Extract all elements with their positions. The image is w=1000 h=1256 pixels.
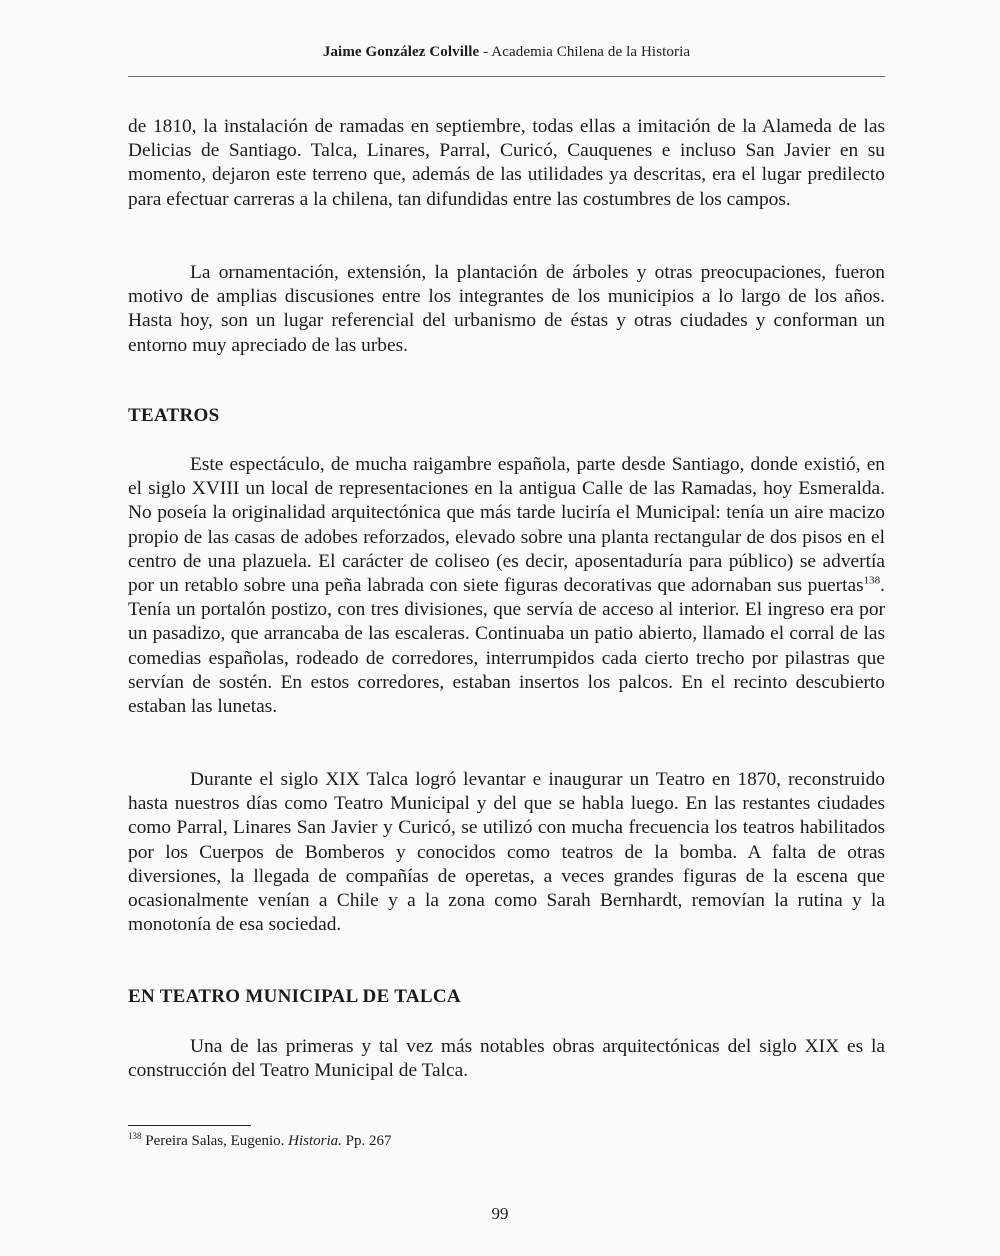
paragraph-espectaculo xyxy=(128,453,885,719)
paragraph-text-part: . Tenía un portalón postizo, con tres divisiones, que servía de acceso al interior. El ingreso era por un pasadizo, que arrancaba de las escaleras. Continuaba un patio abierto, llamado el corral de las comedias españolas, rodeado de corredores, interrumpidos cada cierto trecho por pilastras que servían de sostén. En estos corredores, estaban insertos los palcos. En el recinto descubierto estaban las lunetas. xyxy=(128,575,885,718)
footnote-pages: Pp. 267 xyxy=(341,1133,392,1149)
paragraph-siglo-xix xyxy=(128,768,885,937)
paragraph-text-part: Este espectáculo, de mucha raigambre española, parte desde Santiago, donde existió, en el siglo XVIII un local de representaciones en la antigua Calle de las Ramadas, hoy Esmeralda. No poseía la originalidad arquitectónica que más tarde luciría el Municipal: tenía un aire macizo propio de las casas de adobes reforzados, elevado sobre una planta rectangular de dos pisos en el centro de una plazuela. El carácter de coliseo (es decir, aposentaduría para público) se advertía por un retablo sobre una peña labrada con siete figuras decorativas que adornaban sus puertas xyxy=(128,454,885,597)
paragraph-alameda xyxy=(128,115,885,212)
footnote-reference: 138 xyxy=(863,574,881,587)
section-heading-teatros: TEATROS xyxy=(128,405,220,426)
paragraph-obras xyxy=(128,1035,885,1083)
paragraph-text xyxy=(128,453,885,719)
header-institution: Academia Chilena de la Historia xyxy=(491,44,691,60)
running-header xyxy=(128,44,885,61)
footnote-title: Historia. xyxy=(288,1133,342,1149)
footnote-number: 138 xyxy=(128,1131,142,1141)
footnote-text: Pereira Salas, Eugenio. xyxy=(141,1133,289,1149)
footnote-rule xyxy=(128,1125,251,1126)
footnote xyxy=(128,1133,391,1150)
section-heading-teatro-municipal: EN TEATRO MUNICIPAL DE TALCA xyxy=(128,986,461,1007)
paragraph-text: Durante el siglo XIX Talca logró levantar e inaugurar un Teatro en 1870, reconstruido hasta nuestros días como Teatro Municipal y del que se habla luego. En las restantes ciudades como Parral, Linares San Javier y Curicó, se utilizó con mucha frecuencia los teatros habilitados por los Cuerpos de Bomberos y conocidos como teatros de la bomba. A falta de otras diversiones, la llegada de compañías de operetas, a veces grandes figuras de la escena que ocasionalmente venían a Chile y a la zona como Sarah Bernhardt, removían la rutina y la monotonía de esa sociedad. xyxy=(128,769,885,936)
paragraph-ornamentacion xyxy=(128,261,885,358)
paragraph-text: de 1810, la instalación de ramadas en septiembre, todas ellas a imitación de la Alameda de las Delicias de Santiago. Talca, Linares, Parral, Curicó, Cauquenes e incluso San Javier en su momento, dejaron este terreno que, además de las utilidades ya descritas, era el lugar predilecto para efectuar carreras a la chilena, tan difundidas entre las costumbres de los campos. xyxy=(128,116,885,210)
header-separator: - xyxy=(479,44,492,60)
header-author: Jaime González Colville xyxy=(322,44,480,60)
paragraph-text: La ornamentación, extensión, la plantación de árboles y otras preocupaciones, fueron motivo de amplias discusiones entre los integrantes de los municipios a lo largo de los años. Hasta hoy, son un lugar referencial del urbanismo de éstas y otras ciudades y conforman un entorno muy apreciado de las urbes. xyxy=(128,262,885,356)
page-number: 99 xyxy=(491,1204,509,1223)
paragraph-text: Una de las primeras y tal vez más notables obras arquitectónicas del siglo XIX es la construcción del Teatro Municipal de Talca. xyxy=(128,1036,885,1082)
header-rule xyxy=(128,76,885,77)
